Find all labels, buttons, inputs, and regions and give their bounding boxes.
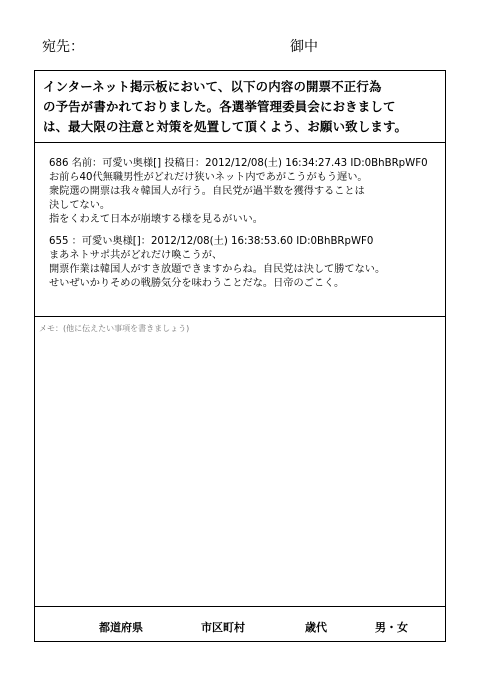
age-label: 歳代 bbox=[305, 621, 327, 634]
post-meta: 686 名前：可愛い奥様[] 投稿日：2012/12/08(土) 16:34:27.43 ID:0BhBRpWF0 bbox=[49, 158, 428, 169]
post-line: 衆院選の開票は我々韓国人が行う。自民党が過半数を獲得することは bbox=[49, 186, 365, 197]
memo-area[interactable] bbox=[35, 317, 445, 607]
quoted-posts bbox=[35, 143, 445, 317]
form-frame bbox=[34, 70, 446, 642]
sender-info-row bbox=[35, 607, 445, 641]
city-label: 市区町村 bbox=[201, 621, 245, 634]
notice-line: インターネット掲示板において、以下の内容の開票不正行為 bbox=[43, 79, 382, 94]
header bbox=[40, 36, 440, 58]
post-line: 開票作業は韓国人がすき放題できますからね。自民党は決して勝てない。 bbox=[49, 264, 386, 275]
post-line: お前ら40代無職男性がどれだけ狭いネット内であがこうがもう遅い。 bbox=[49, 172, 368, 183]
post-line: まあネトサポ共がどれだけ喚こうが、 bbox=[49, 250, 223, 261]
honorific-label: 御中 bbox=[290, 39, 318, 55]
post-655 bbox=[49, 235, 445, 291]
addressee-label: 宛先： bbox=[42, 39, 84, 55]
notice-line: は、最大限の注意と対策を処置して頂くよう、お願い致します。 bbox=[43, 119, 408, 134]
post-line: せいぜいかりそめの戦勝気分を味わうことだな。日帝のごこく。 bbox=[49, 278, 345, 289]
prefecture-label: 都道府県 bbox=[99, 621, 143, 634]
memo-label: メモ：(他に伝えたい事項を書きましょう) bbox=[39, 324, 190, 333]
notice-line: の予告が書かれておりました。各選挙管理委員会におきまして bbox=[43, 99, 396, 114]
post-meta: 655 ：可愛い奥様[]：2012/12/08(土) 16:38:53.60 ID:0BhBRpWF0 bbox=[49, 236, 374, 247]
post-686 bbox=[49, 157, 445, 227]
gender-label: 男・女 bbox=[375, 621, 408, 634]
notice-box bbox=[35, 71, 445, 143]
post-line: 指をくわえて日本が崩壊する様を見るがいい。 bbox=[49, 214, 263, 225]
post-line: 決してない。 bbox=[49, 200, 111, 211]
